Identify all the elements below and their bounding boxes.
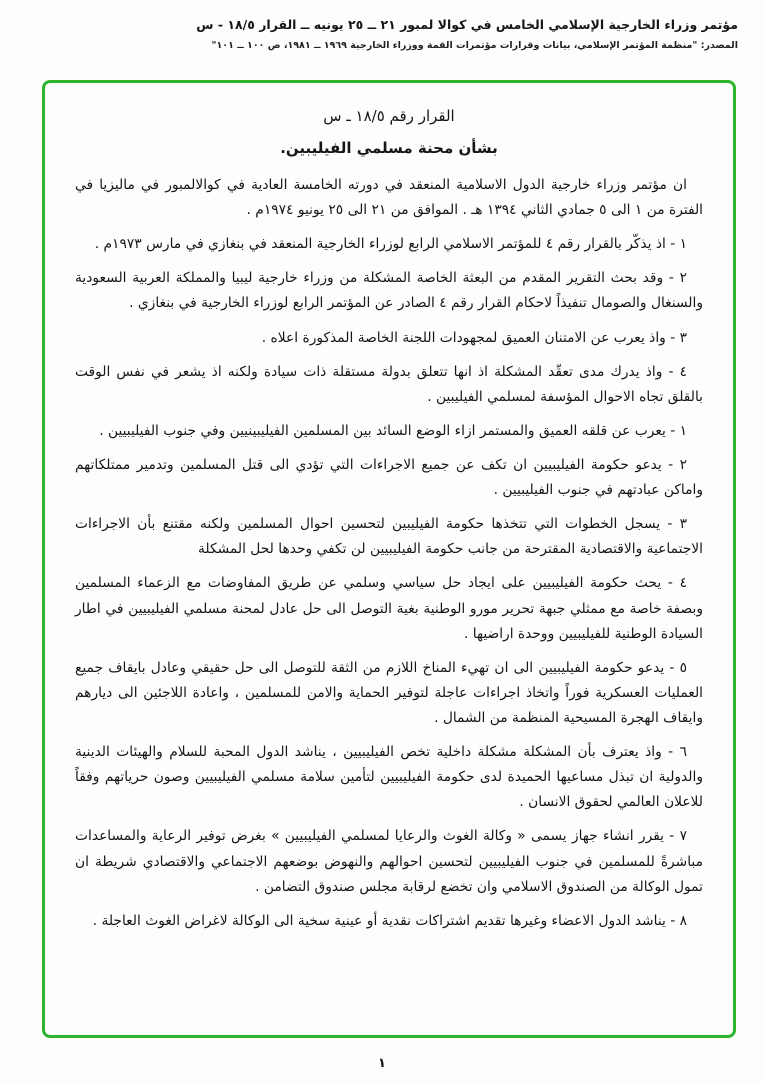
paragraph-preamble: ان مؤتمر وزراء خارجية الدول الاسلامية المنعقد في دورته الخامسة العادية في كوالالمبور في ماليزيا في الفترة من ١ الى ٥ جمادي الثاني ١٣٩٤ هـ . الموافق من ٢١ الى ٢٥ يونيو ١٩٧٤م . <box>75 177 703 219</box>
paragraph: ٣ - يسجل الخطوات التي تتخذها حكومة الفيليبين لتحسين احوال المسلمين ولكنه مقتنع بأن الاجراءات الاجتماعية والاقتصادية المقترحة من جانب حكومة الفيليبيين لن تكفي وحدها لحل المشكلة <box>75 516 703 558</box>
paragraph: ٢ - يدعو حكومة الفيليبيين ان تكف عن جميع الاجراءات التي تؤدي الى قتل المسلمين وتدمير ممتلكاتهم واماكن عبادتهم في جنوب الفيليبيين . <box>75 456 703 499</box>
paragraph: ٨ - يناشد الدول الاعضاء وغيرها تقديم اشتراكات نقدية أو عينية سخية الى الوكالة لاغراض الغوث العاجلة . <box>92 912 687 929</box>
page-header <box>0 0 764 53</box>
header-source-line: المصدر: "منظمة المؤتمر الإسلامي، بيانات وقرارات مؤتمرات القمة ووزراء الخارجية ١٩٦٩ ــ ١٩٨١، ص ١٠٠ ــ ١٠١" <box>211 39 738 51</box>
page-number: ١ <box>378 1056 386 1071</box>
paragraph: ٧ - يقرر انشاء جهاز يسمى « وكالة الغوث والرعايا لمسلمي الفيليبيين » بغرض توفير الرعاية والمساعدات مباشرةً للمسلمين في جنوب الفيليبيين لتحسين احوالهم والنهوض بوضعهم الاجتماعي والاقتصادي شريطة ان تمول الوكالة من الصندوق الاسلامي وان تخضع لرقابة مجلس صندوق التضامن . <box>75 828 703 895</box>
paragraph: ١ - يعرب عن قلقه العميق والمستمر ازاء الوضع السائد بين المسلمين الفيليبينيين وفي جنوب الفيليبيين . <box>99 422 687 439</box>
paragraph: ٦ - واذ يعترف بأن المشكلة مشكلة داخلية تخص الفيليبيين ، يناشد الدول المحبة للسلام والهيئات الدينية والدولية ان تبذل مساعيها الحميدة لدى حكومة الفيليبيين لتأمين سلامة مسلمي الفيليبيين وصون حرياتهم وفقاً للاعلان العالمي لحقوق الانسان . <box>75 744 703 811</box>
paragraph: ٥ - يدعو حكومة الفيليبيين الى ان تهيء المناخ اللازم من الثقة للتوصل الى حل حقيقي وعادل بايقاف جميع العمليات العسكرية فوراً واتخاذ اجراءات عاجلة لتوفير الحماية والامن للمسلمين ، واعادة اللاجئين الى ديارهم وايقاف الهجرة المسيحية المنظمة من الشمال . <box>75 659 703 726</box>
resolution-title: القرار رقم ١٨/٥ ـ س <box>323 107 455 125</box>
paragraph: ٣ - واذ يعرب عن الامتنان العميق لمجهودات اللجنة الخاصة المذكورة اعلاه . <box>261 329 687 346</box>
header-conference-line: مؤتمر وزراء الخارجية الإسلامي الخامس في كوالا لمبور ٢١ ــ ٢٥ يونيه ــ القرار ١٨/٥ - س <box>196 17 738 32</box>
resolution-subtitle: بشأن محنة مسلمي الفيليبين. <box>280 139 498 157</box>
paragraph: ٤ - واذ يدرك مدى تعقّد المشكلة اذ انها تتعلق بدولة مستقلة ذات سيادة ولكنه اذ يشعر في نفس الوقت بالقلق تجاه الاحوال المؤسفة لمسلمي الفيليبين . <box>75 363 703 405</box>
paragraph: ٤ - يحث حكومة الفيليبيين على ايجاد حل سياسي وسلمي عن طريق المفاوضات مع الزعماء المسلمين وبصفة خاصة مع ممثلي جبهة تحرير مورو الوطنية بغية التوصل الى حل عادل لمحنة مسلمي الفيليبيين في اطار السيادة الوطنية للفيليبيين ووحدة اراضيها . <box>75 575 703 642</box>
document-frame <box>42 80 736 1038</box>
paragraph: ٢ - وقد بحث التقرير المقدم من البعثة الخاصة المشكلة من وزراء خارجية ليبيا والمملكة العربية السعودية والسنغال والصومال تنفيذاً لاحكام القرار رقم ٤ الصادر عن المؤتمر الرابع لوزراء الخارجية في بنغازي . <box>75 270 703 312</box>
paragraph: ١ - اذ يذكّر بالقرار رقم ٤ للمؤتمر الاسلامي الرابع لوزراء الخارجية المنعقد في بنغازي في مارس ١٩٧٣م . <box>94 236 687 253</box>
